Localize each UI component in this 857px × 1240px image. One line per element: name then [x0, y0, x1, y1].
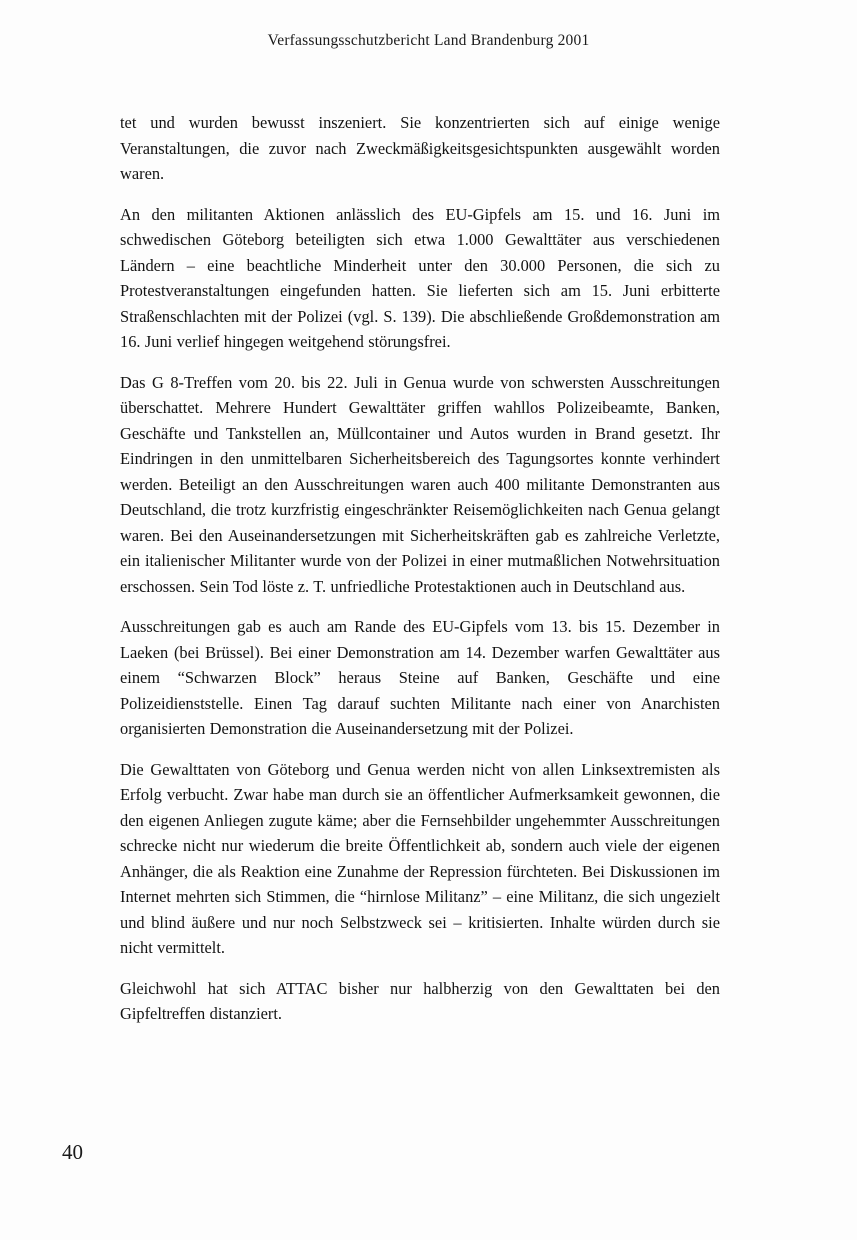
paragraph: Ausschreitungen gab es auch am Rande des EU-Gipfels vom 13. bis 15. Dezember in Laeken (bei Brüssel). Bei einer Demonstration am 14. Dezember warfen Gewalttäter aus einem “Schwarzen Block” heraus Steine auf Banken, Geschäfte und eine Polizeidienststelle. Einen Tag darauf suchten Militante nach einer von Anarchisten organisierten Demonstration die Auseinandersetzung mit der Polizei. — [120, 617, 720, 738]
paragraph: Das G 8-Treffen vom 20. bis 22. Juli in Genua wurde von schwersten Ausschreitungen überschattet. Mehrere Hundert Gewalttäter griffen wahllos Polizeibeamte, Banken, Geschäfte und Tankstellen an, Müllcontainer und Autos wurden in Brand gesetzt. Ihr Eindringen in den unmittelbaren Sicherheitsbereich des Tagungsortes konnte verhindert werden. Beteiligt an den Ausschreitungen waren auch 400 militante Demonstranten aus Deutschland, die trotz kurzfristig eingeschränkter Reisemöglichkeiten nach Genua gelangt waren. Bei den Auseinandersetzungen mit Sicherheitskräften gab es zahlreiche Verletzte, ein italienischer Militanter wurde von der Polizei in einer mutmaßlichen Notwehrsituation erschossen. Sein Tod löste z. T. unfriedliche Protestaktionen auch in Deutschland aus. — [120, 372, 720, 596]
paragraph: An den militanten Aktionen anlässlich des EU-Gipfels am 15. und 16. Juni im schwedischen Göteborg beteiligten sich etwa 1.000 Gewalttäter aus verschiedenen Ländern – eine beachtliche Minderheit unter den 30.000 Personen, die sich zu Protestveranstaltungen eingefunden hatten. Sie lieferten sich am 15. Juni erbitterte Straßenschlachten mit der Polizei (vgl. S. 139). Die abschließende Großdemonstration am 16. Juni verlief hingegen weitgehend störungsfrei. — [120, 204, 720, 351]
paragraph: Die Gewalttaten von Göteborg und Genua werden nicht von allen Linksextremisten als Erfolg verbucht. Zwar habe man durch sie an öffentlicher Aufmerksamkeit gewonnen, die den eigenen Anliegen zugute käme; aber die Fernsehbilder ungehemmter Ausschreitungen schrecke nicht nur wiederum die breite Öffentlichkeit ab, sondern auch viele der eigenen Anhänger, die als Reaktion eine Zunahme der Repression fürchteten. Bei Diskussionen im Internet mehrten sich Stimmen, die “hirnlose Militanz” – eine Militanz, die sich ungezielt und blind äußere und nur noch Selbstzweck sei – kritisierten. Inhalte würden durch sie nicht vermittelt. — [120, 759, 720, 957]
page-number: 40 — [62, 1140, 83, 1164]
body-text — [120, 110, 720, 1027]
paragraph: tet und wurden bewusst inszeniert. Sie konzentrierten sich auf einige wenige Veranstaltungen, die zuvor nach Zweckmäßigkeitsgesichtspunkten ausgewählt worden waren. — [120, 113, 720, 183]
paragraph: Gleichwohl hat sich ATTAC bisher nur halbherzig von den Gewalttaten bei den Gipfeltreffen distanziert. — [120, 978, 720, 1023]
running-head: Verfassungsschutzbericht Land Brandenburg 2001 — [267, 32, 590, 49]
